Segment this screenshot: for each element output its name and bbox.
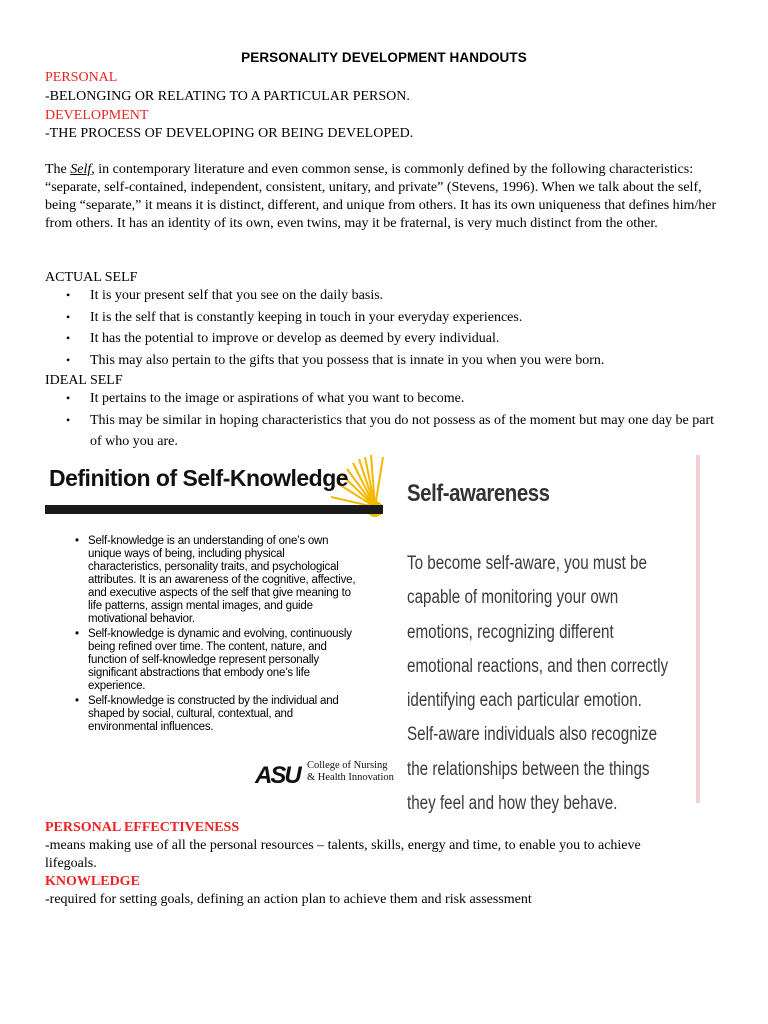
self-awareness-title: Self-awareness bbox=[407, 480, 550, 507]
asu-logo-text bbox=[307, 760, 397, 783]
term-knowledge: KNOWLEDGE bbox=[45, 874, 140, 889]
self-paragraph-prefix: The bbox=[45, 162, 71, 177]
title-underline-bar bbox=[45, 505, 383, 514]
term-development: DEVELOPMENT bbox=[45, 108, 149, 123]
list-item: • Self-knowledge is an understanding of one’s own unique ways of being, including physical characteristics, personality traits, and psychological attributes. It is an awareness of the cognitive, affective, and executive aspects of the self that give meaning to life patterns, assign mental images, and guide motivational behavior. bbox=[70, 535, 360, 626]
document-title: PERSONALITY DEVELOPMENT HANDOUTS bbox=[241, 50, 527, 65]
self-paragraph bbox=[45, 161, 725, 233]
self-awareness-body: To become self-aware, you must be capable of monitoring your own emotions, recognizing different emotional reactions, and then correctly identifying each particular emotion. Self-aware individuals also recognize the relationships between the things they feel and how they behave. bbox=[407, 553, 669, 815]
asu-logo: ASU bbox=[255, 762, 300, 789]
self-knowledge-image bbox=[45, 455, 394, 800]
list-item: • It is your present self that you see on the daily basis. bbox=[66, 285, 726, 307]
list-item: • It has the potential to improve or develop as deemed by every individual. bbox=[66, 328, 726, 350]
self-awareness-image bbox=[395, 455, 700, 815]
list-item: • It is the self that is constantly keeping in touch in your everyday experiences. bbox=[66, 307, 726, 329]
asu-logo-text-line2: & Health Innovation bbox=[307, 771, 394, 783]
meaning-personal: -BELONGING OR RELATING TO A PARTICULAR PERSON. bbox=[45, 89, 410, 104]
term-personal: PERSONAL bbox=[45, 70, 118, 85]
panel-edge bbox=[696, 455, 700, 803]
asu-logo-text-line1: College of Nursing bbox=[307, 760, 388, 771]
self-knowledge-title: Definition of Self-Knowledge bbox=[49, 465, 349, 491]
meaning-knowledge: -required for setting goals, defining an action plan to achieve them and risk assessment bbox=[45, 892, 532, 907]
actual-self-heading: ACTUAL SELF bbox=[45, 270, 138, 285]
meaning-personal-effectiveness-2: lifegoals. bbox=[45, 856, 97, 871]
list-item: • It pertains to the image or aspirations of what you want to become. bbox=[66, 388, 726, 410]
list-item: • Self-knowledge is dynamic and evolving, continuously being refined over time. The content, nature, and function of self-knowledge represent personally significant abstractions that embody one’s life experience. bbox=[70, 628, 360, 693]
self-word: Self bbox=[70, 162, 92, 177]
term-personal-effectiveness: PERSONAL EFFECTIVENESS bbox=[45, 820, 240, 835]
meaning-personal-effectiveness-1: -means making use of all the personal resources – talents, skills, energy and time, to enable you to achieve bbox=[45, 838, 641, 853]
list-item: • This may be similar in hoping characteristics that you do not possess as of the moment but may one day be part of who you are. bbox=[66, 410, 726, 453]
list-item: • This may also pertain to the gifts that you possess that is innate in you when you were born. bbox=[66, 350, 726, 372]
self-knowledge-list bbox=[70, 535, 360, 734]
list-item: • Self-knowledge is constructed by the individual and shaped by social, cultural, contextual, and environmental influences. bbox=[70, 695, 360, 734]
ideal-self-heading: IDEAL SELF bbox=[45, 373, 123, 388]
self-paragraph-text: , in contemporary literature and even common sense, is commonly defined by the following characteristics: “separate, self-contained, independent, consistent, unitary, and private” (Stevens, 1996). When we talk about the self, being “separate,” it means it is distinct, different, and unique from others. It has its own uniqueness that defines him/her from others. It has an identity of its own, even twins, may it be fraternal, is very much distinct from the other. bbox=[45, 162, 717, 231]
meaning-development: -THE PROCESS OF DEVELOPING OR BEING DEVELOPED. bbox=[45, 126, 414, 141]
actual-self-list bbox=[66, 285, 726, 371]
ideal-self-list bbox=[66, 388, 726, 453]
